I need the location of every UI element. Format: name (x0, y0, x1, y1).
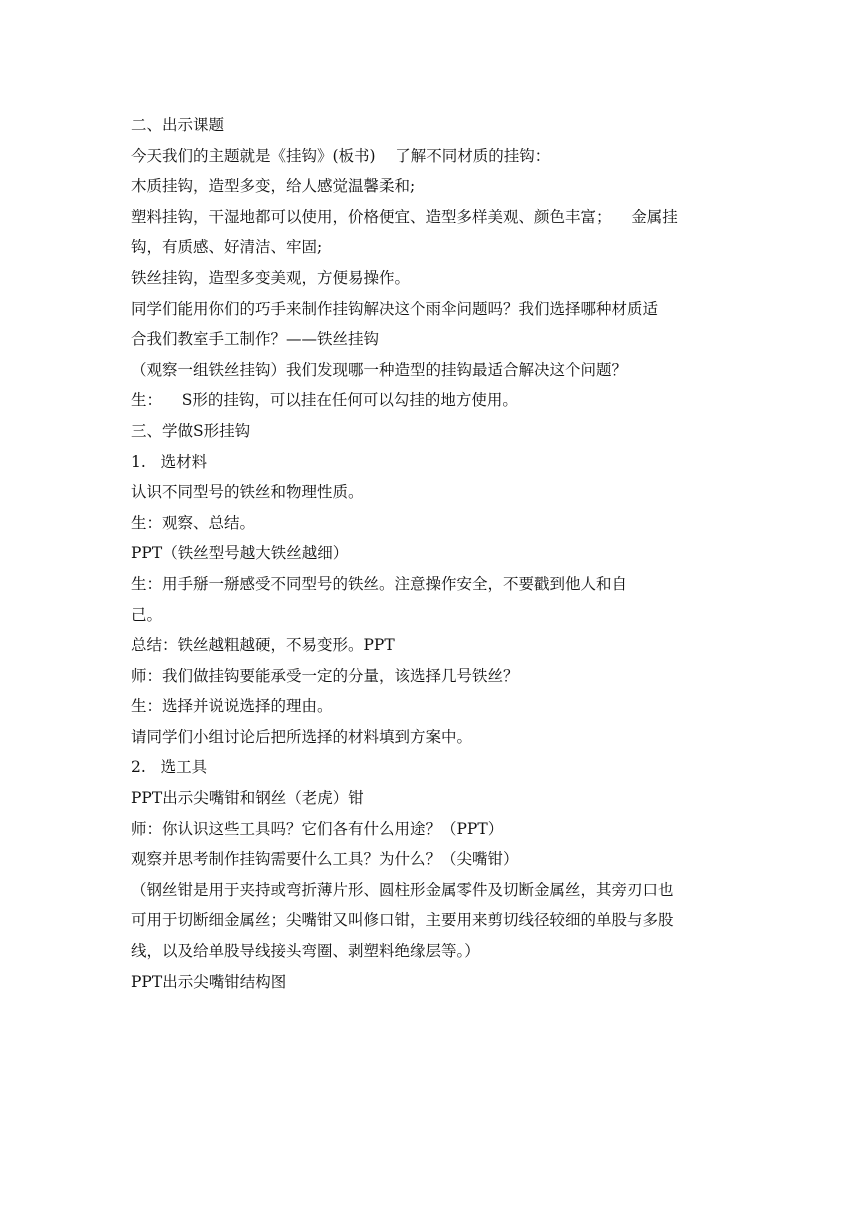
paragraph-line: 生：选择并说说选择的理由。 (131, 697, 333, 716)
paragraph-line: 认识不同型号的铁丝和物理性质。 (131, 483, 364, 502)
paragraph-line: PPT（铁丝型号越大铁丝越细） (131, 544, 349, 563)
subsection-heading-1: 1. 选材料 (131, 452, 208, 471)
paragraph-line: 观察并思考制作挂钩需要什么工具？为什么？（尖嘴钳） (131, 850, 519, 869)
section-heading-3: 三、学做S形挂钩 (131, 421, 251, 440)
paragraph-line: PPT出示尖嘴钳和钢丝（老虎）钳 (131, 789, 364, 808)
paragraph-line: 今天我们的主题就是《挂钩》(板书) 了解不同材质的挂钩： (131, 146, 551, 165)
paragraph-line: 木质挂钩，造型多变，给人感觉温馨柔和; (131, 177, 416, 196)
paragraph-line: PPT出示尖嘴钳结构图 (131, 972, 287, 991)
paragraph-line: 师：我们做挂钩要能承受一定的分量，该选择几号铁丝？ (131, 666, 519, 685)
paragraph-line: 生：观察、总结。 (131, 513, 256, 532)
paragraph-line: 生：用手掰一掰感受不同型号的铁丝。注意操作安全，不要戳到他人和自 (131, 574, 628, 593)
paragraph-line: 可用于切断细金属丝；尖嘴钳又叫修口钳，主要用来剪切线径较细的单股与多股 (131, 911, 674, 930)
paragraph-line: 铁丝挂钩，造型多变美观，方便易操作。 (131, 268, 411, 287)
paragraph-line: 请同学们小组讨论后把所选择的材料填到方案中。 (131, 727, 473, 746)
paragraph-line: 己。 (131, 605, 163, 624)
paragraph-line: 同学们能用你们的巧手来制作挂钩解决这个雨伞问题吗？我们选择哪种材质适 (131, 299, 659, 318)
subsection-heading-2: 2. 选工具 (131, 758, 208, 777)
section-heading-2: 二、出示课题 (131, 116, 225, 134)
paragraph-line: （钢丝钳是用于夹持或弯折薄片形、圆柱形金属零件及切断金属丝，其旁刃口也 (131, 880, 674, 899)
document-body (131, 110, 731, 997)
paragraph-line: 线，以及给单股导线接头弯圈、剥塑料绝缘层等。） (131, 942, 480, 961)
paragraph-line: 生： S形的挂钩，可以挂在任何可以勾挂的地方使用。 (131, 391, 518, 410)
paragraph-line: 师：你认识这些工具吗？它们各有什么用途？（PPT） (131, 819, 504, 838)
paragraph-line: （观察一组铁丝挂钩）我们发现哪一种造型的挂钩最适合解决这个问题？ (131, 360, 628, 379)
paragraph-line: 合我们教室手工制作？——铁丝挂钩 (131, 330, 380, 349)
paragraph-line: 总结：铁丝越粗越硬，不易变形。PPT (131, 636, 395, 655)
paragraph-line: 钩，有质感、好清洁、牢固; (131, 238, 323, 257)
paragraph-line: 塑料挂钩，干湿地都可以使用，价格便宜、造型多样美观、颜色丰富； 金属挂 (131, 207, 678, 226)
